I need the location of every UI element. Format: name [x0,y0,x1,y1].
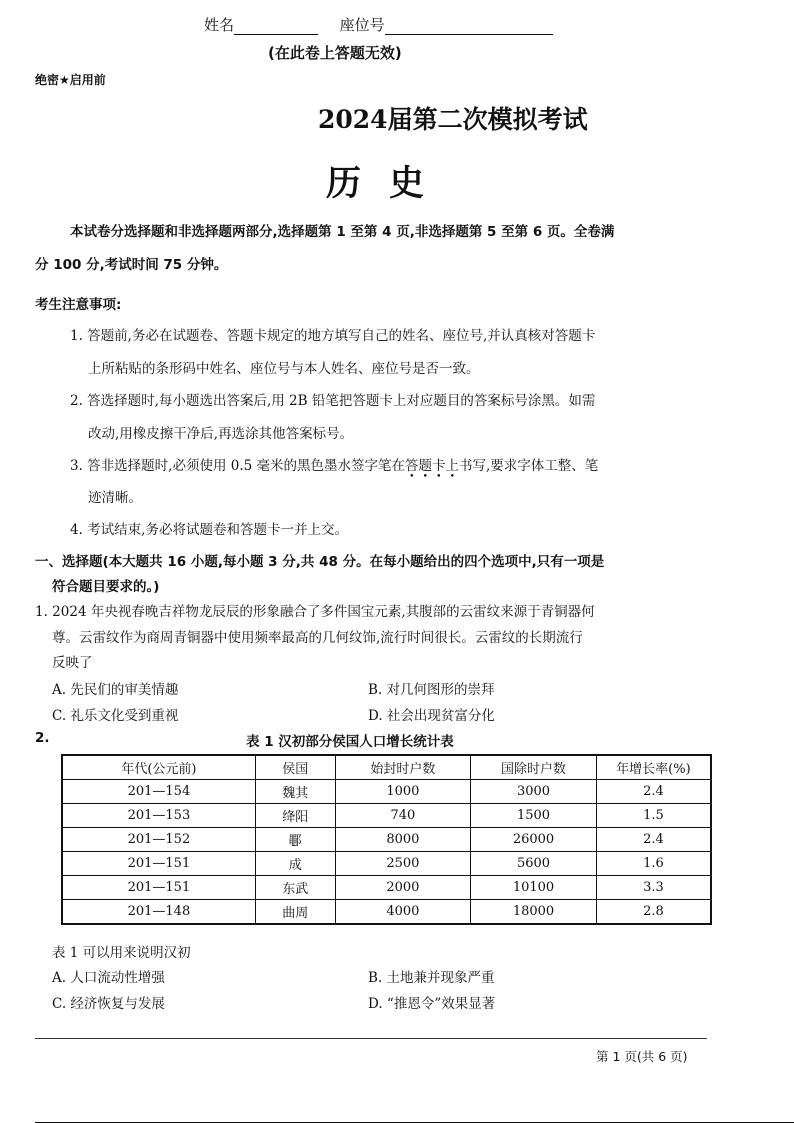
header-cell: 国除时户数 [471,755,597,780]
notice-item-3-line-1 [70,454,598,474]
table-cell: 2500 [335,852,471,876]
emphasis-char: 上 [445,458,460,474]
table-row [62,828,711,852]
table-cell: 18000 [471,900,597,925]
intro-line-1: 本试卷分选择题和非选择题两部分,选择题第 1 至第 4 页,非选择题第 5 至第 6 页。全卷满 [70,224,615,240]
q1-stem-line-2: 尊。云雷纹作为商周青铜器中使用频率最高的几何纹饰,流行时间很长。云雷纹的长期流行 [52,630,583,646]
emphasis-char: 卡 [432,458,446,474]
table-cell: 201—153 [62,804,255,828]
table-cell: 曲周 [255,900,335,925]
name-label: 姓名 [204,16,235,34]
header-cell: 年代(公元前) [62,755,255,780]
table-cell: 201—152 [62,828,255,852]
table-cell: 4000 [335,900,471,925]
emphasis-char: 答 [405,458,419,474]
header-cell: 始封时户数 [335,755,471,780]
name-blank [234,19,318,35]
table-row [62,876,711,900]
candidate-info-line [204,14,553,35]
table-cell: 2.8 [596,900,711,925]
table-cell: 740 [335,804,471,828]
seat-blank [385,19,553,35]
notice-item-4: 4. 考试结束,务必将试题卷和答题卡一并上交。 [70,522,348,538]
population-table [61,754,712,925]
q2-stem: 表 1 可以用来说明汉初 [52,945,191,961]
q2-option-d: D. “推恩令”效果显著 [368,996,496,1012]
notice-item-2-line-1: 2. 答选择题时,每小题选出答案后,用 2B 铅笔把答题卡上对应题目的答案标号涂黑。如需 [70,393,596,409]
footer-divider [35,1038,707,1039]
notice-item-1-line-1: 1. 答题前,务必在试题卷、答题卡规定的地方填写自己的姓名、座位号,并认真核对答题卡 [70,328,596,344]
notice-item-3-pre: 3. 答非选择题时,必须使用 0.5 毫米的黑色墨水签字笔在 [70,458,406,474]
q1-option-d: D. 社会出现贫富分化 [368,708,495,724]
q2-option-a: A. 人口流动性增强 [52,970,165,986]
q1-option-b: B. 对几何图形的崇拜 [368,682,495,698]
table-cell: 1000 [335,780,471,804]
invalid-note: (在此卷上答题无效) [268,44,402,62]
table-caption: 表 1 汉初部分侯国人口增长统计表 [246,734,454,750]
table-row [62,900,711,925]
table-cell: 26000 [471,828,597,852]
notice-item-2-line-2: 改动,用橡皮擦干净后,再选涂其他答案标号。 [88,426,354,442]
table-cell: 绛阳 [255,804,335,828]
section-1-heading-line-2: 符合题目要求的。) [52,579,160,595]
table-cell: 魏其 [255,780,335,804]
exam-title: 2024届第二次模拟考试 [318,105,588,134]
subject-title: 历史 [326,164,453,204]
q1-stem-line-1: 1. 2024 年央视春晚吉祥物龙辰辰的形象融合了多件国宝元素,其腹部的云雷纹来源于青铜器何 [35,604,595,620]
table-cell: 8000 [335,828,471,852]
notice-title: 考生注意事项: [35,297,122,313]
table-cell: 2000 [335,876,471,900]
notice-item-1-line-2: 上所粘贴的条形码中姓名、座位号与本人姓名、座位号是否一致。 [88,361,480,377]
table-cell: 201—148 [62,900,255,925]
table-cell: 10100 [471,876,597,900]
table-cell: 2.4 [596,828,711,852]
table-row [62,852,711,876]
q2-option-c: C. 经济恢复与发展 [52,996,165,1012]
notice-item-3-line-2: 迹清晰。 [88,490,142,506]
table-cell: 东武 [255,876,335,900]
table-cell: 成 [255,852,335,876]
page-number: 第 1 页(共 6 页) [596,1049,688,1064]
emphasis-char: 题 [418,458,433,474]
table-cell: 鄳 [255,828,335,852]
notice-item-3-post: 书写,要求字体工整、笔 [459,458,599,474]
table-cell: 1.6 [596,852,711,876]
q1-option-c: C. 礼乐文化受到重视 [52,708,179,724]
q1-option-a: A. 先民们的审美情趣 [52,682,179,698]
table-cell: 201—154 [62,780,255,804]
section-1-heading-line-1: 一、选择题(本大题共 16 小题,每小题 3 分,共 48 分。在每小题给出的四个选项中,只有一项是 [35,554,605,570]
table-row [62,804,711,828]
secret-mark: 绝密★启用前 [35,73,106,87]
table-cell: 3.3 [596,876,711,900]
q2-number: 2. [35,730,50,746]
table-cell: 2.4 [596,780,711,804]
table-cell: 1500 [471,804,597,828]
table-cell: 201—151 [62,876,255,900]
table-row [62,780,711,804]
q2-option-b: B. 土地兼并现象严重 [368,970,495,986]
intro-line-2: 分 100 分,考试时间 75 分钟。 [35,257,228,273]
header-cell: 年增长率(%) [596,755,711,780]
header-cell: 侯国 [255,755,335,780]
table-cell: 1.5 [596,804,711,828]
table-cell: 3000 [471,780,597,804]
table-header-row [62,755,711,780]
seat-label: 座位号 [339,16,385,34]
table-cell: 201—151 [62,852,255,876]
table-cell: 5600 [471,852,597,876]
q1-stem-line-3: 反映了 [52,655,93,671]
